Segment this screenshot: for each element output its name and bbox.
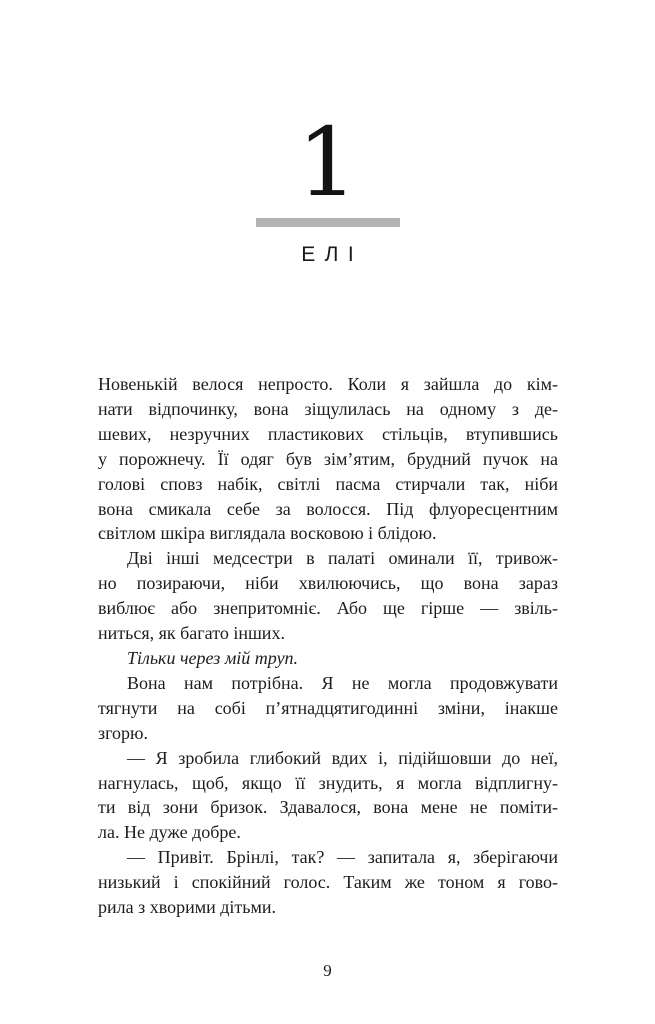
text-line: нати відпочинку, вона зіщулилась на одному з де- <box>98 398 558 419</box>
text-line: рила з хворими дітьми. <box>98 897 277 918</box>
text-line: Вона нам потрібна. Я не могла продовжувати <box>127 672 558 693</box>
text-line: низький і спокійний голос. Таким же тоном я гово- <box>98 872 558 893</box>
text-line: тягнути на собі п’ятнадцятигодинні зміни, інакше <box>98 697 558 718</box>
text-line: нагнулась, щоб, якщо її знудить, я могла відплигну- <box>98 772 558 793</box>
text-line: згорю. <box>98 722 148 743</box>
chapter-number: 1 <box>297 108 358 218</box>
text-line: Новенькій велося непросто. Коли я зайшла до кім- <box>98 374 558 394</box>
text-line: світлом шкіра виглядала восковою і блідою. <box>98 523 437 544</box>
text-line: шевих, незручних пластикових стільців, втупившись <box>98 423 558 444</box>
text-line: голові сповз набік, світлі пасма стирчали так, ніби <box>98 473 558 494</box>
text-line: — Привіт. Брінлі, так? — запитала я, зберігаючи <box>127 847 558 868</box>
page-number: 9 <box>323 961 332 980</box>
text-line: вона смикала себе за волосся. Під флуоресцентним <box>98 498 558 519</box>
text-line: Тільки через мій труп. <box>127 647 299 668</box>
text-line: виблює або знепритомніє. Або ще гірше — звіль- <box>98 598 558 619</box>
chapter-title: ЕЛІ <box>301 243 364 266</box>
chapter-rule <box>256 218 400 227</box>
text-line: Дві інші медсестри в палаті оминали її, тривож- <box>127 548 558 569</box>
text-line: но позираючи, ніби хвилюючись, що вона зараз <box>98 573 558 594</box>
text-line: у порожнечу. Її одяг був зім’ятим, брудний пучок на <box>98 448 558 469</box>
body-text <box>98 372 558 920</box>
text-line: ла. Не дуже добре. <box>98 822 241 843</box>
text-line: ти від зони бризок. Здавалося, вона мене не поміти- <box>98 797 558 818</box>
text-line: ниться, як багато інших. <box>98 623 285 644</box>
text-line: — Я зробила глибокий вдих і, підійшовши до неї, <box>127 747 558 768</box>
